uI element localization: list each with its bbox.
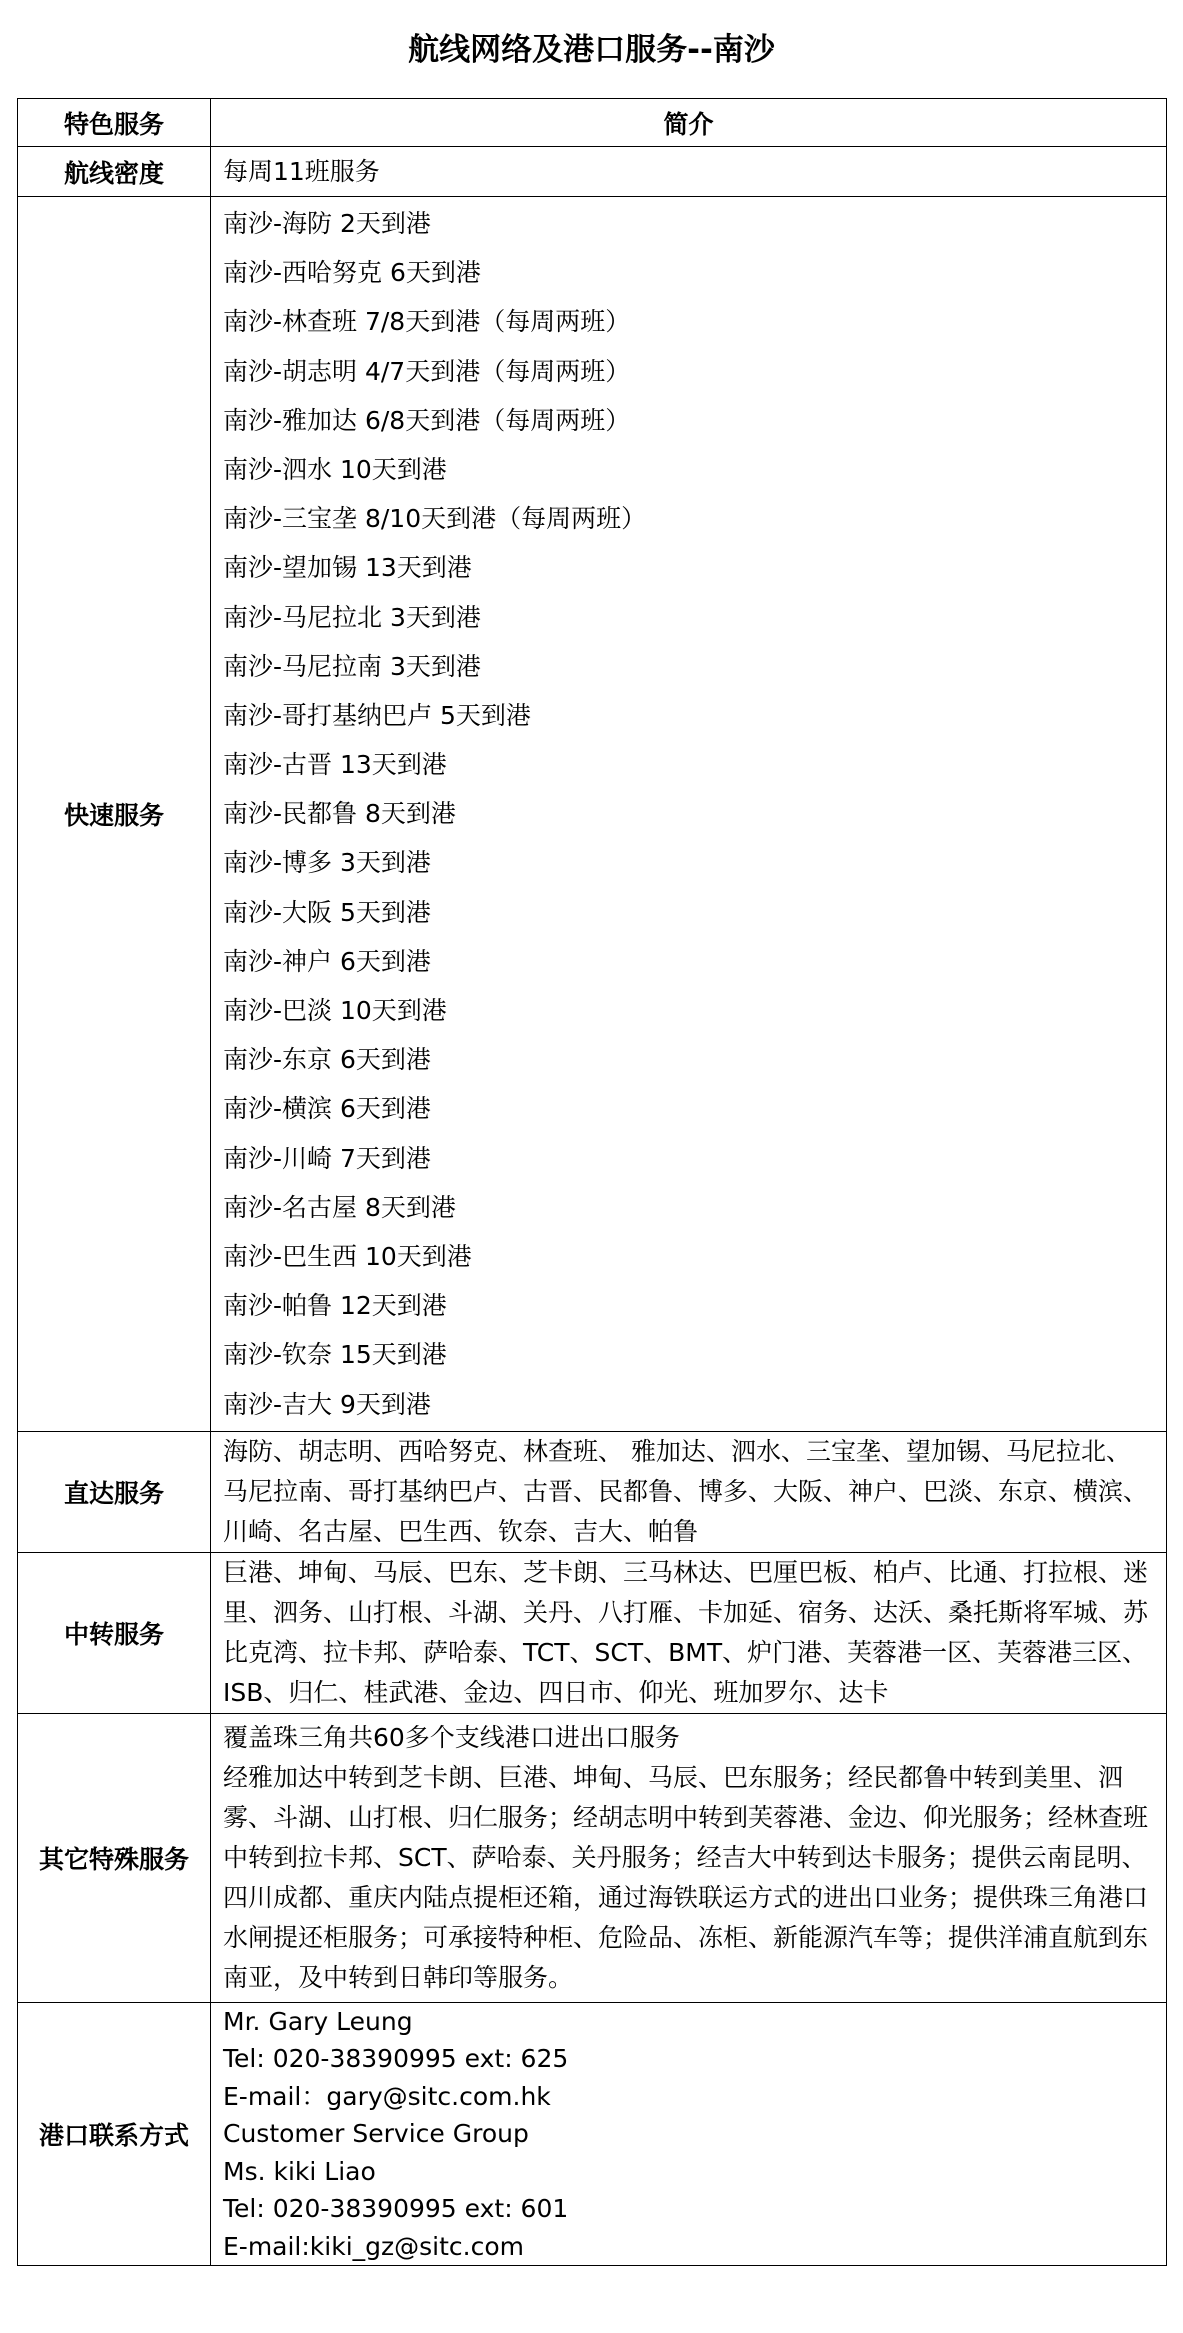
- list-item: 南沙-吉大 9天到港: [223, 1389, 431, 1419]
- express-label: 快速服务: [18, 197, 211, 1432]
- density-row: [18, 147, 1167, 197]
- list-item: 南沙-海防 2天到港: [223, 209, 431, 238]
- list-item: 南沙-马尼拉南 3天到港: [223, 651, 481, 681]
- list-item: 南沙-博多 3天到港: [223, 848, 431, 878]
- list-item: 南沙-钦奈 15天到港: [223, 1340, 447, 1370]
- list-item: 南沙-林查班 7/8天到港（每周两班）: [223, 307, 631, 337]
- contact-email[interactable]: E-mail：gary@sitc.com.hk: [223, 2081, 551, 2111]
- express-list: [211, 197, 1167, 1432]
- service-table: [17, 98, 1167, 2266]
- list-item: 南沙-古晋 13天到港: [223, 750, 447, 780]
- transit-text-cell: [211, 1552, 1167, 1713]
- direct-label: 直达服务: [18, 1431, 211, 1552]
- list-item: 南沙-雅加达 6/8天到港（每周两班）: [223, 405, 631, 435]
- direct-text-cell: [211, 1431, 1167, 1552]
- header-intro: 简介: [211, 99, 1167, 147]
- special-row: [18, 1713, 1167, 2002]
- special-label: 其它特殊服务: [18, 1713, 211, 2002]
- list-item: 南沙-望加锡 13天到港: [223, 553, 472, 583]
- list-item: 南沙-川崎 7天到港: [223, 1143, 431, 1173]
- list-item: 南沙-名古屋 8天到港: [223, 1192, 456, 1222]
- list-item: 南沙-神户 6天到港: [223, 946, 431, 976]
- transit-row: [18, 1552, 1167, 1713]
- express-row: [18, 197, 1167, 1432]
- transit-text: 巨港、坤甸、马辰、巴东、芝卡朗、三马林达、巴厘巴板、柏卢、比通、打拉根、迷里、泗务、山打根、斗湖、关丹、八打雁、卡加延、宿务、达沃、桑托斯将军城、苏比克湾、拉卡邦、萨哈泰、TCT、SCT、BMT、炉门港、芙蓉港一区、芙蓉港三区、ISB、归仁、桂武港、金边、四日市、仰光、班加罗尔、达卡: [223, 1557, 1149, 1707]
- contact-row: [18, 2002, 1167, 2266]
- list-item: 南沙-胡志明 4/7天到港（每周两班）: [223, 356, 631, 386]
- transit-label: 中转服务: [18, 1552, 211, 1713]
- direct-row: [18, 1431, 1167, 1552]
- list-item: 南沙-西哈努克 6天到港: [223, 258, 481, 288]
- density-label: 航线密度: [18, 147, 211, 197]
- list-item: 南沙-巴生西 10天到港: [223, 1241, 472, 1271]
- contact-label: 港口联系方式: [18, 2002, 211, 2266]
- list-item: 南沙-东京 6天到港: [223, 1045, 431, 1075]
- special-text-cell: [211, 1713, 1167, 2002]
- contact-email-2[interactable]: E-mail:kiki_gz@sitc.com: [223, 2231, 525, 2261]
- special-text: 经雅加达中转到芝卡朗、巨港、坤甸、马辰、巴东服务；经民都鲁中转到美里、泗雾、斗湖、山打根、归仁服务；经胡志明中转到芙蓉港、金边、仰光服务；经林查班中转到拉卡邦、SCT、萨哈泰、关丹服务；经吉大中转到达卡服务；提供云南昆明、四川成都、重庆内陆点提柜还箱，通过海铁联运方式的进出口业务；提供珠三角港口水闸提还柜服务；可承接特种柜、危险品、冻柜、新能源汽车等；提供洋浦直航到东南亚，及中转到日韩印等服务。: [223, 1762, 1149, 1992]
- list-item: 南沙-大阪 5天到港: [223, 897, 431, 927]
- list-item: 南沙-巴淡 10天到港: [223, 996, 447, 1025]
- list-item: 南沙-民都鲁 8天到港: [223, 799, 456, 829]
- contact-cell: [211, 2002, 1167, 2266]
- page-title: 航线网络及港口服务--南沙: [408, 32, 775, 68]
- list-item: 南沙-马尼拉北 3天到港: [223, 602, 481, 632]
- direct-text: 海防、胡志明、西哈努克、林查班、 雅加达、泗水、三宝垄、望加锡、马尼拉北、马尼拉南、哥打基纳巴卢、古晋、民都鲁、博多、大阪、神户、巴淡、东京、横滨、川崎、名古屋、巴生西、钦奈、吉大、帕鲁: [223, 1436, 1149, 1546]
- contact-name-2: Ms. kiki Liao: [223, 2156, 376, 2186]
- list-item: 南沙-三宝垄 8/10天到港（每周两班）: [223, 504, 647, 534]
- table-header-row: [18, 99, 1167, 147]
- list-item: 南沙-横滨 6天到港: [223, 1094, 431, 1124]
- contact-group: Customer Service Group: [223, 2119, 529, 2149]
- contact-tel: Tel: 020-38390995 ext: 625: [223, 2044, 569, 2074]
- density-value: 每周11班服务: [211, 147, 1167, 197]
- list-item: 南沙-泗水 10天到港: [223, 454, 447, 484]
- header-feature: 特色服务: [18, 99, 211, 147]
- list-item: 南沙-哥打基纳巴卢 5天到港: [223, 700, 531, 730]
- list-item: 南沙-帕鲁 12天到港: [223, 1291, 447, 1321]
- contact-name: Mr. Gary Leung: [223, 2006, 413, 2036]
- contact-tel-2: Tel: 020-38390995 ext: 601: [223, 2194, 569, 2224]
- special-line-1: 覆盖珠三角共60多个支线港口进出口服务: [223, 1722, 680, 1752]
